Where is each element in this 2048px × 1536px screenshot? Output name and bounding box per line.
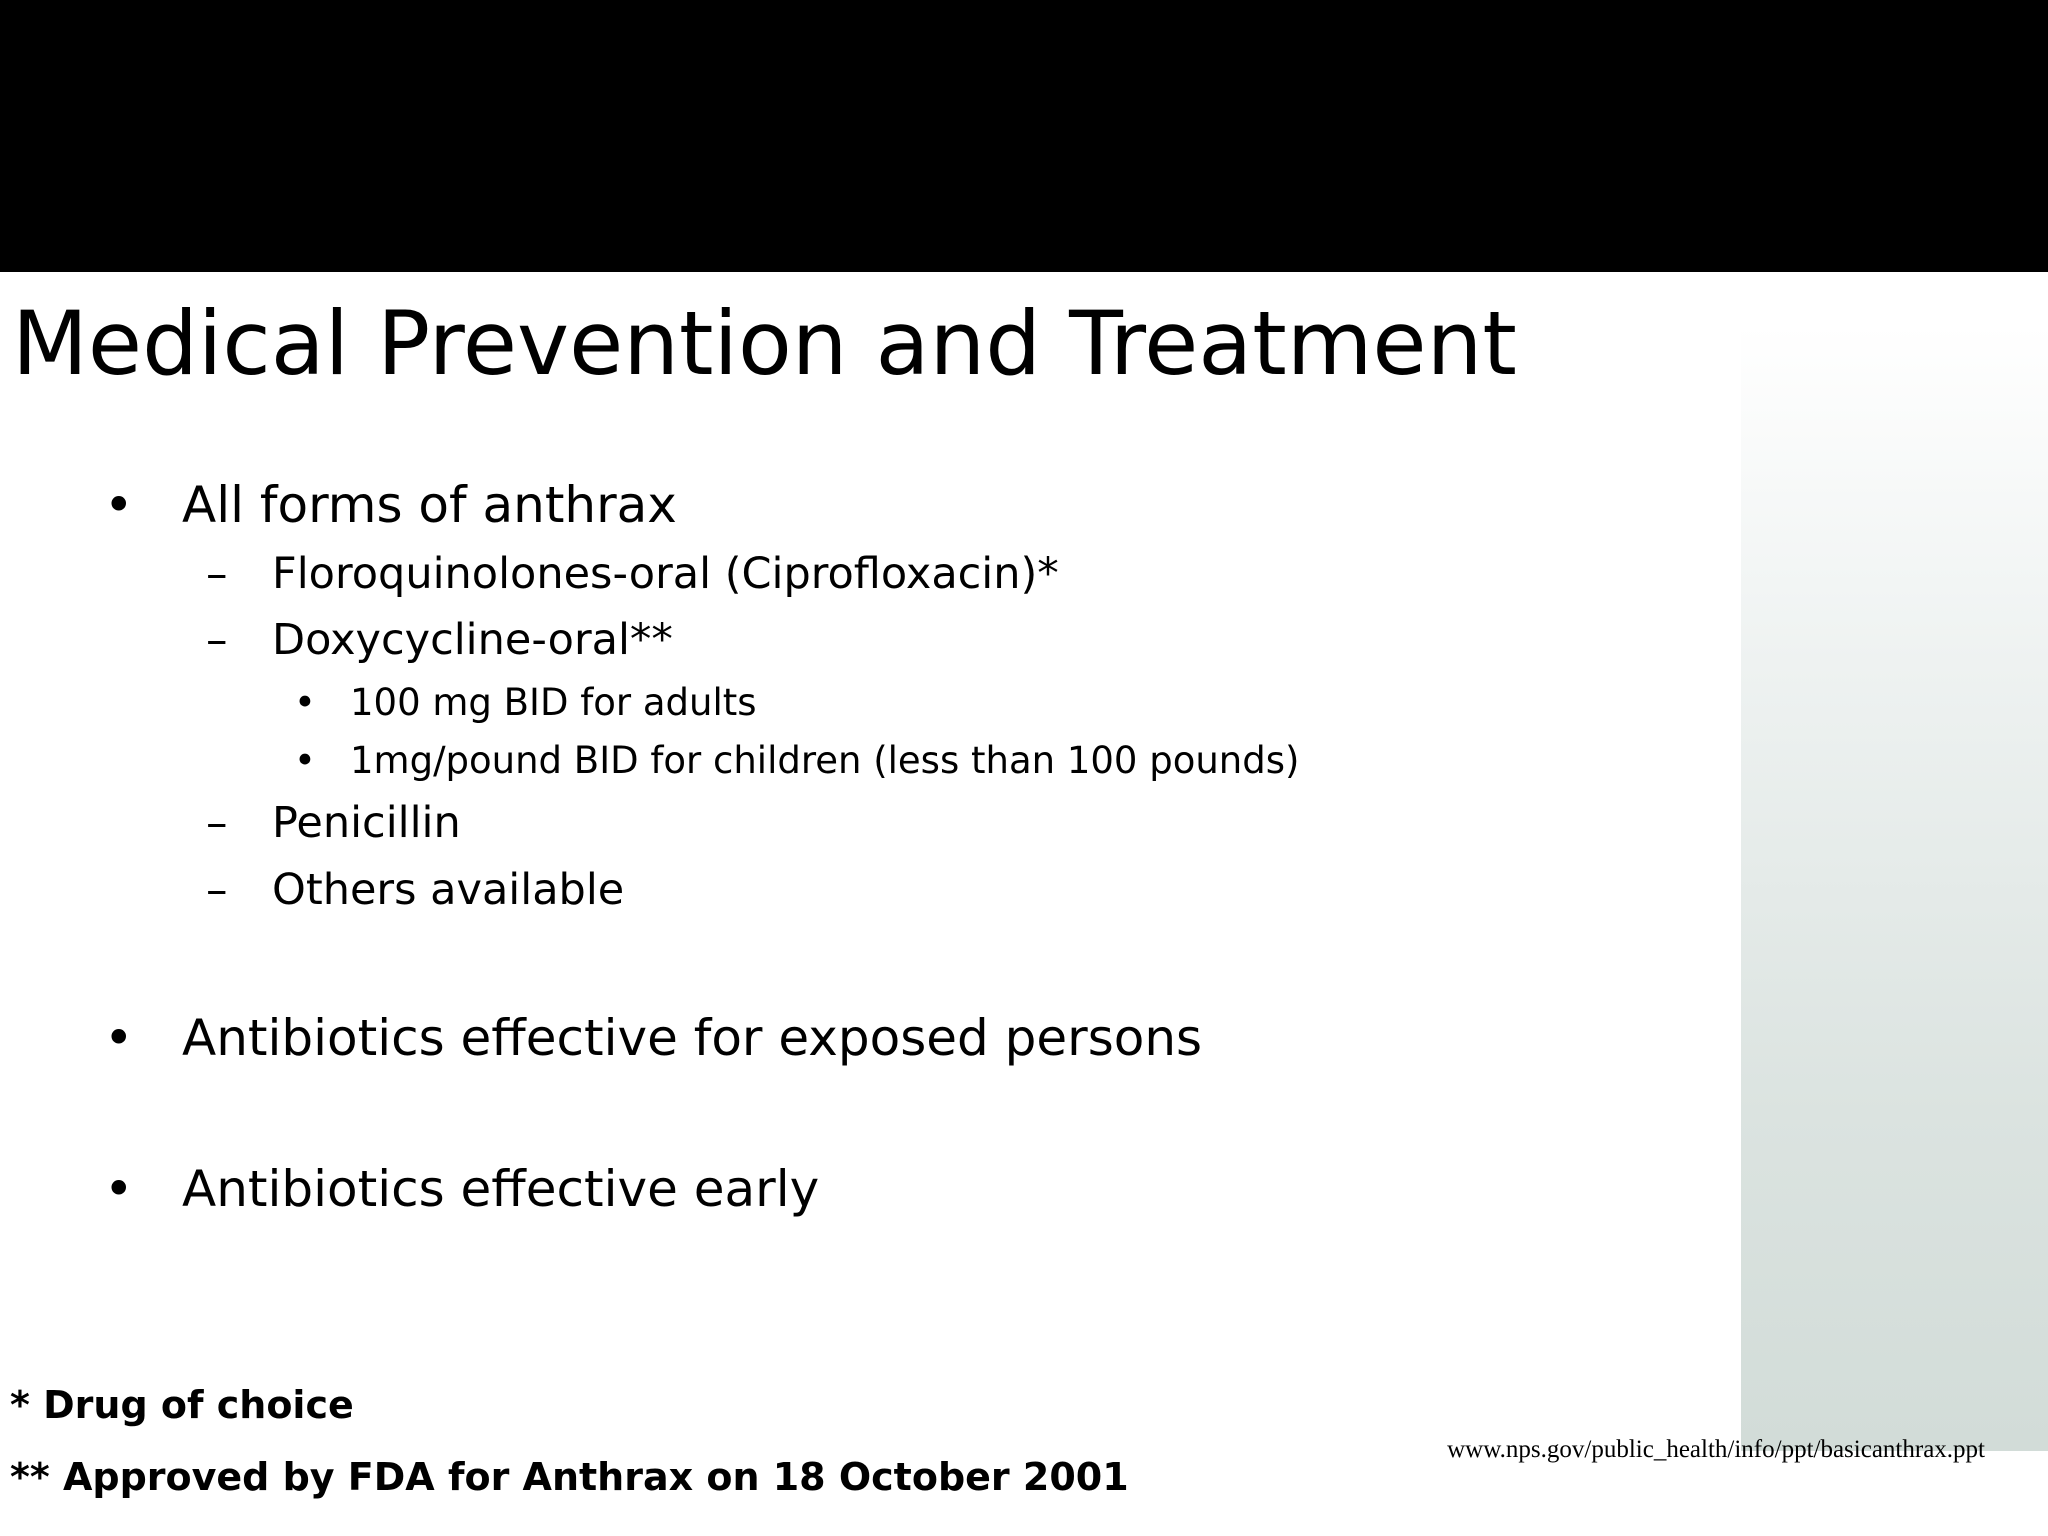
bullet-effective-early: Antibiotics effective early bbox=[182, 1160, 820, 1218]
dash-marker: – bbox=[206, 798, 228, 848]
sub-sub-item-children: 1mg/pound BID for children (less than 100 pounds) bbox=[350, 739, 1300, 782]
slide-title: Medical Prevention and Treatment bbox=[12, 292, 1517, 395]
sub-item-doxycycline: Doxycycline-oral** bbox=[272, 615, 673, 665]
dash-marker: – bbox=[206, 865, 228, 915]
side-gradient-panel bbox=[1741, 325, 2048, 1451]
dash-marker: – bbox=[206, 615, 228, 665]
bullet-marker: • bbox=[104, 1160, 134, 1218]
bullet-all-forms: All forms of anthrax bbox=[182, 476, 677, 534]
sub-item-penicillin: Penicillin bbox=[272, 798, 461, 848]
bullet-marker: • bbox=[104, 1009, 134, 1067]
bullet-marker: • bbox=[294, 681, 316, 724]
sub-sub-item-adults: 100 mg BID for adults bbox=[350, 681, 757, 724]
bullet-exposed-persons: Antibiotics effective for exposed persons bbox=[182, 1009, 1203, 1067]
bullet-marker: • bbox=[294, 739, 316, 782]
sub-item-others: Others available bbox=[272, 865, 625, 915]
source-url: www.nps.gov/public_health/info/ppt/basicanthrax.ppt bbox=[1447, 1436, 1985, 1463]
sub-item-floroquinolones: Floroquinolones-oral (Ciprofloxacin)* bbox=[272, 549, 1059, 599]
footnote-fda-approval: ** Approved by FDA for Anthrax on 18 October 2001 bbox=[10, 1455, 1129, 1499]
header-bar bbox=[0, 0, 2048, 272]
dash-marker: – bbox=[206, 549, 228, 599]
footnote-drug-of-choice: * Drug of choice bbox=[10, 1383, 354, 1427]
bullet-marker: • bbox=[104, 476, 134, 534]
